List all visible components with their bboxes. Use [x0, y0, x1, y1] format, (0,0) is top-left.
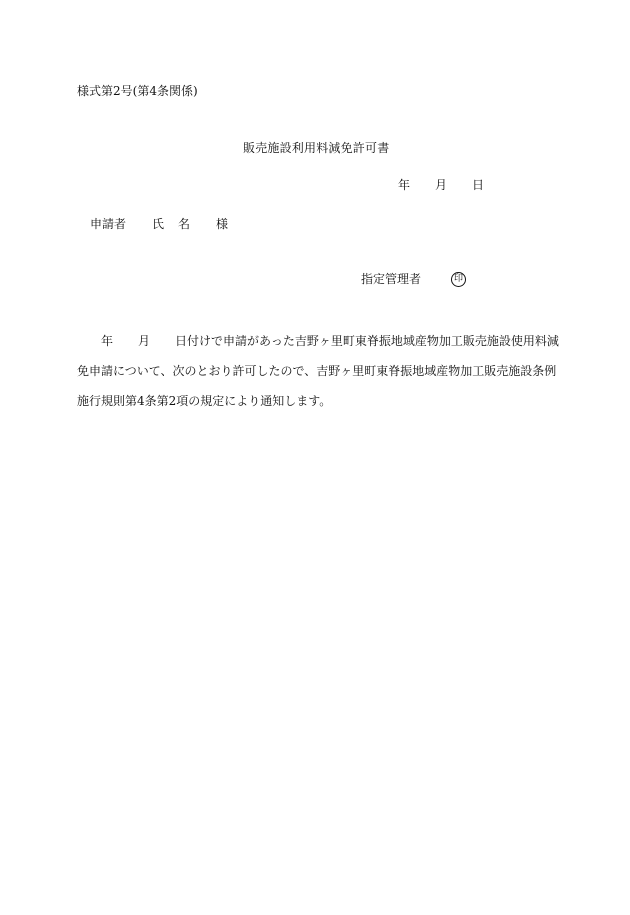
body-line-1 [101, 334, 559, 348]
applicant-label: 申請者 [90, 217, 127, 231]
body-month-label: 月 [138, 334, 151, 348]
applicant-given-label: 名 [178, 217, 191, 231]
body-line-3: 施行規則第4条第2項の規定により通知します。 [77, 394, 332, 408]
date-year-label: 年 [398, 178, 411, 192]
body-line-2: 免申請について、次のとおり許可したので、吉野ヶ里町東脊振地域産物加工販売施設条例 [77, 364, 557, 378]
date-day-label: 日 [472, 178, 485, 192]
manager-line [361, 272, 466, 287]
body-line-1-text: 日付けで申請があった吉野ヶ里町東脊振地域産物加工販売施設使用料減 [175, 334, 559, 348]
issue-date [398, 178, 484, 192]
manager-label: 指定管理者 [361, 272, 422, 286]
date-month-label: 月 [435, 178, 448, 192]
applicant-line [90, 217, 228, 231]
applicant-surname-label: 氏 [152, 217, 165, 231]
applicant-honorific: 様 [216, 217, 229, 231]
document-title: 販売施設利用料減免許可書 [243, 141, 390, 155]
form-number: 様式第2号(第4条関係) [77, 84, 198, 98]
body-year-label: 年 [101, 334, 114, 348]
seal-mark: 印 [451, 272, 466, 287]
